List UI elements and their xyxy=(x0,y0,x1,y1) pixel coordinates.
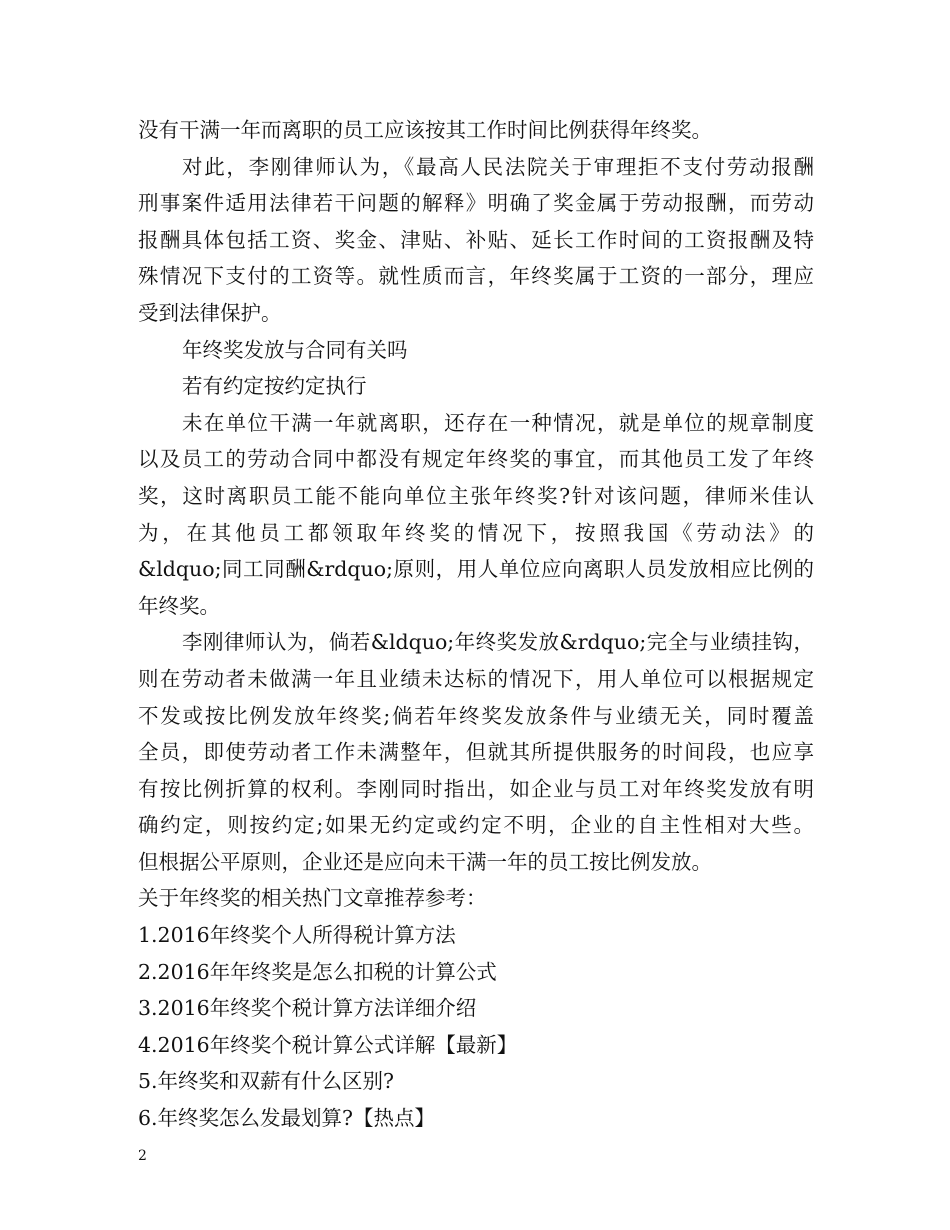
section-heading: 年终奖发放与合同有关吗 xyxy=(182,337,408,362)
recommendation-item: 6.年终奖怎么发最划算?【热点】 xyxy=(138,1106,436,1131)
text-line: 不发或按比例发放年终奖;倘若年终奖发放条件与业绩无关，同时覆盖 xyxy=(138,703,814,728)
text-line: 没有干满一年而离职的员工应该按其工作时间比例获得年终奖。 xyxy=(138,118,712,142)
text-line: 对此，李刚律师认为，《最高人民法院关于审理拒不支付劳动报酬 xyxy=(182,154,814,179)
section-subheading: 若有约定按约定执行 xyxy=(182,374,367,399)
text-line: 为，在其他员工都领取年终奖的情况下，按照我国《劳动法》的 xyxy=(138,520,814,545)
text-line: 未在单位干满一年就离职，还存在一种情况，就是单位的规章制度 xyxy=(182,410,814,435)
recommendation-heading: 关于年终奖的相关热门文章推荐参考： xyxy=(138,886,487,911)
text-line: 以及员工的劳动合同中都没有规定年终奖的事宜，而其他员工发了年终 xyxy=(138,447,814,472)
text-line: 受到法律保护。 xyxy=(138,300,282,325)
text-line: 报酬具体包括工资、奖金、津贴、补贴、延长工作时间的工资报酬及特 xyxy=(138,227,814,252)
text-line: 确约定，则按约定;如果无约定或约定不明，企业的自主性相对大些。 xyxy=(138,813,814,838)
recommendation-item: 4.2016年终奖个税计算公式详解【最新】 xyxy=(138,1032,518,1057)
recommendation-item: 5.年终奖和双薪有什么区别? xyxy=(138,1069,395,1094)
text-line: 但根据公平原则，企业还是应向未干满一年的员工按比例发放。 xyxy=(138,849,712,874)
document-body xyxy=(138,112,814,1137)
page-number: 2 xyxy=(138,1148,147,1164)
text-line: 刑事案件适用法律若干问题的解释》明确了奖金属于劳动报酬，而劳动 xyxy=(138,191,814,216)
text-line: &ldquo;同工同酬&rdquo;原则，用人单位应向离职人员发放相应比例的 xyxy=(138,557,814,582)
text-line: 李刚律师认为，倘若&ldquo;年终奖发放&rdquo;完全与业绩挂钩， xyxy=(182,630,814,655)
recommendation-item: 2.2016年年终奖是怎么扣税的计算公式 xyxy=(138,959,497,984)
text-line: 则在劳动者未做满一年且业绩未达标的情况下，用人单位可以根据规定 xyxy=(138,666,814,691)
text-line: 殊情况下支付的工资等。就性质而言，年终奖属于工资的一部分，理应 xyxy=(138,264,814,289)
text-line: 年终奖。 xyxy=(138,593,220,618)
text-line: 奖，这时离职员工能不能向单位主张年终奖?针对该问题，律师米佳认 xyxy=(138,483,814,508)
text-line: 有按比例折算的权利。李刚同时指出，如企业与员工对年终奖发放有明 xyxy=(138,776,814,801)
text-line: 全员，即使劳动者工作未满整年，但就其所提供服务的时间段，也应享 xyxy=(138,740,814,765)
recommendation-item: 3.2016年终奖个税计算方法详细介绍 xyxy=(138,996,477,1021)
recommendation-item: 1.2016年终奖个人所得税计算方法 xyxy=(138,923,456,948)
